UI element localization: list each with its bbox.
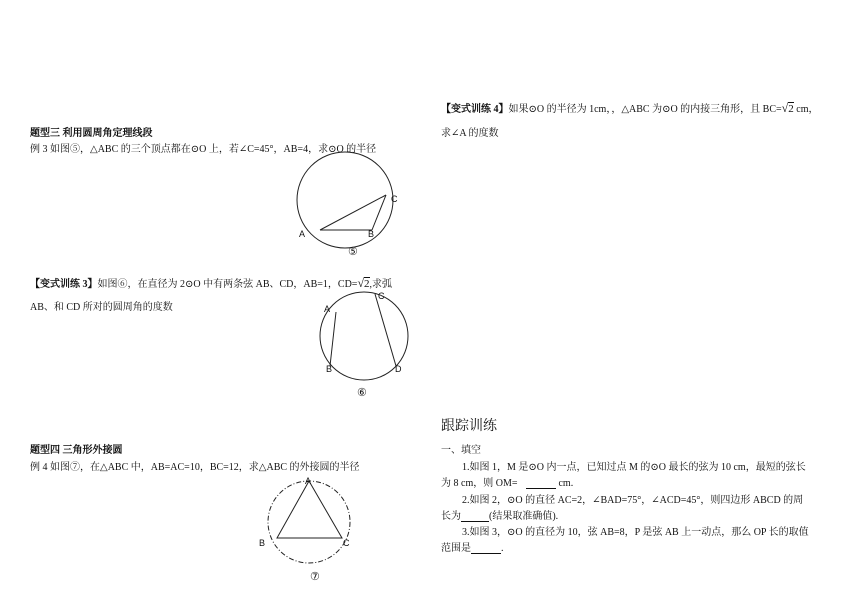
- chord-BC: [372, 195, 386, 230]
- fig5-label-A: A: [299, 229, 306, 239]
- example3-text: 例 3 如图⑤，△ABC 的三个顶点都在⊙O 上，若∠C=45°，AB=4，求⊙O 的半径: [30, 144, 377, 155]
- q2-line2: [441, 507, 558, 522]
- fig7-label-B: B: [259, 538, 266, 548]
- fig7-label-A: A: [305, 476, 312, 486]
- q2-prefix: 长为: [441, 511, 461, 522]
- q1-answer-blank[interactable]: [526, 479, 556, 489]
- follow-title: 跟踪训练: [441, 419, 497, 434]
- fig6-label-A: A: [324, 304, 331, 314]
- q3-line2: [441, 539, 504, 554]
- figure-7: [262, 476, 372, 576]
- q1-line1: 1.如图 1，M 是⊙O 内一点，已知过点 M 的⊙O 最长的弦为 10 cm，最短的弦长: [462, 462, 806, 473]
- chord-AB: [330, 312, 336, 366]
- ex4-sqrt-value: 2: [788, 103, 794, 115]
- ex3-text1: 如图⑥，在直径为 2⊙O 中有两条弦 AB、CD，AB=1，CD=: [97, 279, 358, 290]
- q1-suffix: cm.: [555, 478, 574, 489]
- chord-AC: [320, 195, 386, 230]
- q2-answer-blank[interactable]: [461, 512, 489, 522]
- q2-line1: 2.如图 2，⊙O 的直径 AC=2，∠BAD=75°，∠ACD=45°，则四边形 ABCD 的周: [462, 495, 804, 506]
- sqrt-icon: √: [781, 101, 789, 115]
- ex4-tag: 【变式训练 4】: [441, 104, 509, 115]
- ex3-sqrt-value: 2: [364, 278, 370, 290]
- q1-line2: [441, 474, 573, 489]
- q3-line1: 3.如图 3，⊙O 的直径为 10，弦 AB=8，P 是弦 AB 上一动点，那么 OP 长的取值: [462, 527, 809, 538]
- ex4-line1: [441, 100, 818, 116]
- fig6-label-B: B: [326, 364, 333, 374]
- triangle-ABC: [277, 481, 342, 538]
- type4-title: 题型四 三角形外接圆: [30, 445, 123, 456]
- fig6-number: ⑥: [357, 387, 367, 399]
- fig7-label-C: C: [343, 538, 350, 548]
- ex4-text2: cm，: [793, 104, 819, 115]
- fig6-label-C: C: [378, 291, 385, 301]
- fig7-number: ⑦: [310, 571, 320, 583]
- ex4-text1: 如果⊙O 的半径为 1cm，，△ABC 为⊙O 的内接三角形，且 BC=: [508, 104, 782, 115]
- fig6-label-D: D: [395, 364, 402, 374]
- fig5-label-C: C: [391, 194, 398, 204]
- q3-prefix: 范围是: [441, 543, 471, 554]
- ex3-text3: AB、和 CD 所对的圆周角的度数: [30, 302, 173, 313]
- sqrt-icon: √: [357, 276, 365, 290]
- section-fill-blank: 一、填空: [441, 445, 481, 456]
- example4-text: 例 4 如图⑦，在△ABC 中，AB=AC=10，BC=12，求△ABC 的外接圆的半径: [30, 462, 360, 473]
- ex4-text3: 求∠A 的度数: [441, 128, 499, 139]
- fig5-number: ⑤: [348, 246, 358, 258]
- ex3-tag: 【变式训练 3】: [30, 279, 98, 290]
- q3-suffix: .: [501, 543, 504, 554]
- ex3-text2: ,求弧: [369, 279, 393, 290]
- fig5-label-B: B: [368, 229, 375, 239]
- q2-suffix: (结果取准确值).: [489, 511, 559, 522]
- type3-title: 题型三 利用圆周角定理线段: [30, 128, 153, 139]
- figure-7-circumcircle: [268, 481, 350, 563]
- figure-5-circle: [297, 152, 393, 248]
- q1-prefix: 为 8 cm，则 OM=: [441, 478, 518, 489]
- figure-6: [318, 290, 418, 390]
- chord-CD: [375, 294, 396, 366]
- q3-answer-blank[interactable]: [471, 544, 501, 554]
- ex3-line1: [30, 275, 392, 291]
